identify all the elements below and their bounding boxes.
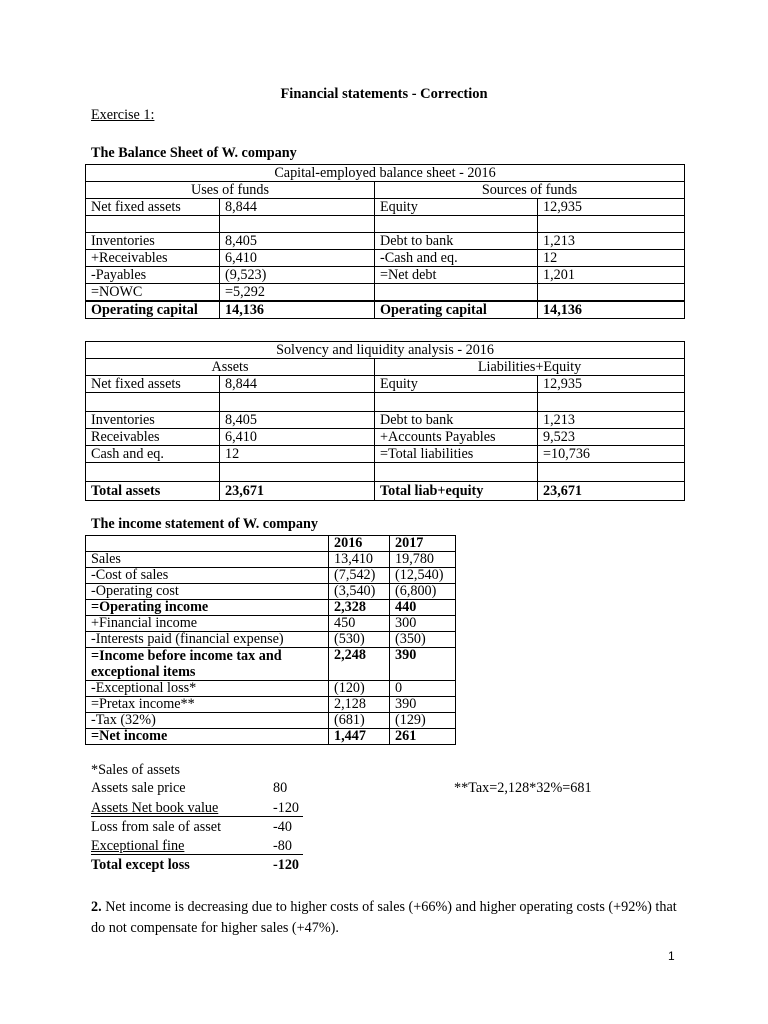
table-cell: 12,935 — [538, 376, 685, 393]
sales-of-assets-note: *Sales of assets — [91, 762, 181, 778]
table-row — [86, 584, 456, 600]
value-2016: 1,447 — [329, 729, 390, 745]
value-2017: 19,780 — [390, 552, 456, 568]
row-label: =Net income — [86, 729, 329, 745]
table-cell: Debt to bank — [375, 412, 538, 429]
table-cell: Equity — [375, 199, 538, 216]
table-row — [86, 697, 456, 713]
table-row — [86, 552, 456, 568]
table-cell: 1,213 — [538, 412, 685, 429]
calc-row — [91, 818, 306, 837]
table-cell — [375, 393, 538, 412]
table-row — [86, 393, 685, 412]
table-cell — [375, 216, 538, 233]
calc-value: -40 — [273, 819, 292, 835]
table-cell: Inventories — [86, 233, 220, 250]
table-cell: 8,844 — [220, 376, 375, 393]
table-cell: 6,410 — [220, 429, 375, 446]
table-cell: 23,671 — [220, 482, 375, 501]
calc-label: Assets sale price — [91, 780, 186, 796]
table-cell: +Accounts Payables — [375, 429, 538, 446]
table-row — [86, 267, 685, 284]
table-cell: Net fixed assets — [86, 199, 220, 216]
table-cell: Operating capital — [375, 301, 538, 319]
table-row — [86, 681, 456, 697]
row-label: -Cost of sales — [86, 568, 329, 584]
table-cell: 6,410 — [220, 250, 375, 267]
year-header: 2017 — [390, 536, 456, 552]
column-header: Uses of funds — [86, 182, 375, 199]
table-cell: 8,405 — [220, 233, 375, 250]
value-2016: (3,540) — [329, 584, 390, 600]
calc-label: Total except loss — [91, 857, 190, 873]
column-header: Sources of funds — [375, 182, 685, 199]
value-2016: (530) — [329, 632, 390, 648]
solvency-liquidity-table — [85, 341, 685, 501]
table-cell: =NOWC — [86, 284, 220, 302]
table-cell: 23,671 — [538, 482, 685, 501]
value-2016: (681) — [329, 713, 390, 729]
value-2016: 450 — [329, 616, 390, 632]
table-row — [86, 412, 685, 429]
income-statement-table — [85, 535, 456, 745]
table-cell: Receivables — [86, 429, 220, 446]
table-cell: Equity — [375, 376, 538, 393]
row-label: +Financial income — [86, 616, 329, 632]
table-cell — [220, 216, 375, 233]
table-row — [86, 429, 685, 446]
value-2017: (350) — [390, 632, 456, 648]
table-cell: Operating capital — [86, 301, 220, 319]
row-label: =Pretax income** — [86, 697, 329, 713]
table-cell: Total assets — [86, 482, 220, 501]
calc-value: 80 — [273, 780, 288, 796]
table-row — [86, 233, 685, 250]
row-label: -Interests paid (financial expense) — [86, 632, 329, 648]
table-row — [86, 568, 456, 584]
column-header: Assets — [86, 359, 375, 376]
tax-note: **Tax=2,128*32%=681 — [454, 780, 592, 796]
value-2016: 2,328 — [329, 600, 390, 616]
value-2017: (6,800) — [390, 584, 456, 600]
table-title: Capital-employed balance sheet - 2016 — [86, 165, 685, 182]
table-cell: Net fixed assets — [86, 376, 220, 393]
value-2017: 440 — [390, 600, 456, 616]
table-cell: 9,523 — [538, 429, 685, 446]
value-2017: (129) — [390, 713, 456, 729]
table-cell — [375, 284, 538, 302]
answer-number: 2. — [91, 899, 102, 915]
table-cell: -Payables — [86, 267, 220, 284]
column-header: Liabilities+Equity — [375, 359, 685, 376]
row-label: -Tax (32%) — [86, 713, 329, 729]
calc-row — [91, 779, 306, 798]
table-cell: 12,935 — [538, 199, 685, 216]
row-label: -Exceptional loss* — [86, 681, 329, 697]
calc-total-row — [91, 856, 306, 875]
value-2017: 0 — [390, 681, 456, 697]
value-2017: 390 — [390, 697, 456, 713]
value-2016: (120) — [329, 681, 390, 697]
table-cell — [86, 536, 329, 552]
table-row — [86, 632, 456, 648]
table-cell: Cash and eq. — [86, 446, 220, 463]
value-2017: (12,540) — [390, 568, 456, 584]
table-cell: 14,136 — [538, 301, 685, 319]
table-cell — [538, 463, 685, 482]
value-2016: 2,128 — [329, 697, 390, 713]
total-row — [86, 301, 685, 319]
calc-value: -120 — [273, 800, 300, 816]
balance-sheet-heading: The Balance Sheet of W. company — [91, 145, 297, 161]
table-row — [86, 199, 685, 216]
table-cell — [86, 393, 220, 412]
row-label: =Income before income tax and exceptional items — [86, 648, 329, 681]
table-cell: =5,292 — [220, 284, 375, 302]
table-cell: Total liab+equity — [375, 482, 538, 501]
table-cell: 14,136 — [220, 301, 375, 319]
table-cell: +Receivables — [86, 250, 220, 267]
value-2016: 2,248 — [329, 648, 390, 681]
calc-row — [91, 799, 303, 817]
table-title: Solvency and liquidity analysis - 2016 — [86, 342, 685, 359]
total-row — [86, 482, 685, 501]
table-cell: Inventories — [86, 412, 220, 429]
table-cell — [538, 216, 685, 233]
table-cell — [375, 463, 538, 482]
table-row — [86, 463, 685, 482]
calc-label: Assets Net book value — [91, 800, 219, 816]
table-row — [86, 284, 685, 302]
table-row — [86, 446, 685, 463]
calc-label: Loss from sale of asset — [91, 819, 222, 835]
answer-paragraph — [91, 897, 681, 939]
table-row — [86, 648, 456, 681]
year-header: 2016 — [329, 536, 390, 552]
table-cell: =Net debt — [375, 267, 538, 284]
header-row — [86, 536, 456, 552]
table-cell: =Total liabilities — [375, 446, 538, 463]
calc-row — [91, 837, 303, 855]
table-cell: 12 — [538, 250, 685, 267]
table-cell: =10,736 — [538, 446, 685, 463]
value-2016: 13,410 — [329, 552, 390, 568]
value-2017: 390 — [390, 648, 456, 681]
answer-text: Net income is decreasing due to higher costs of sales (+66%) and higher operating costs (+92%) that do not compensate for higher sales (+47%). — [91, 899, 677, 936]
exercise-label: Exercise 1: — [91, 107, 155, 123]
table-cell: 8,405 — [220, 412, 375, 429]
row-label: -Operating cost — [86, 584, 329, 600]
value-2016: (7,542) — [329, 568, 390, 584]
income-statement-heading: The income statement of W. company — [91, 516, 318, 532]
table-cell — [538, 284, 685, 302]
table-cell — [86, 216, 220, 233]
table-row — [86, 250, 685, 267]
table-row — [86, 616, 456, 632]
table-cell — [220, 393, 375, 412]
row-label: =Operating income — [86, 600, 329, 616]
page-title: Financial statements - Correction — [280, 86, 488, 102]
value-2017: 261 — [390, 729, 456, 745]
table-row — [86, 376, 685, 393]
table-cell: Debt to bank — [375, 233, 538, 250]
table-cell: 1,213 — [538, 233, 685, 250]
table-row — [86, 729, 456, 745]
table-cell: (9,523) — [220, 267, 375, 284]
calc-value: -120 — [273, 857, 300, 873]
table-cell: -Cash and eq. — [375, 250, 538, 267]
table-row — [86, 600, 456, 616]
calc-value: -80 — [273, 838, 292, 854]
calc-label: Exceptional fine — [91, 838, 185, 854]
table-cell — [538, 393, 685, 412]
value-2017: 300 — [390, 616, 456, 632]
capital-employed-table — [85, 164, 685, 319]
table-row — [86, 713, 456, 729]
table-cell — [220, 463, 375, 482]
table-row — [86, 216, 685, 233]
table-cell: 12 — [220, 446, 375, 463]
row-label: Sales — [86, 552, 329, 568]
table-cell — [86, 463, 220, 482]
page-number: 1 — [668, 949, 675, 963]
table-cell: 8,844 — [220, 199, 375, 216]
table-cell: 1,201 — [538, 267, 685, 284]
